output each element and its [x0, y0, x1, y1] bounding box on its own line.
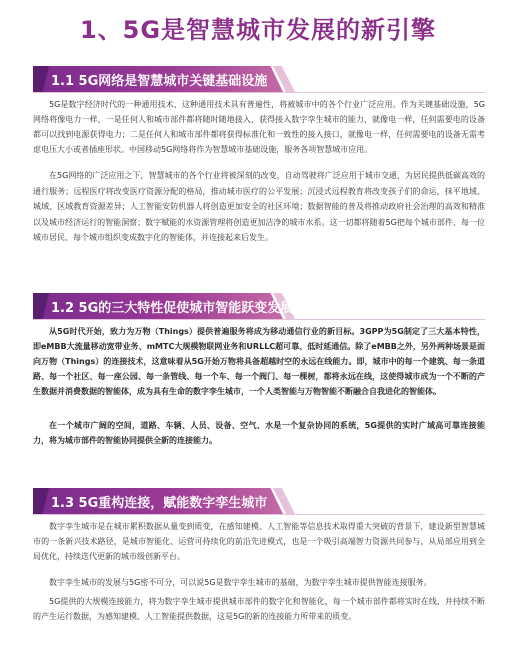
- section-heading-1-1: [33, 66, 333, 92]
- paragraph: 5G是数字经济时代的一种通用技术，这种通用技术具有普遍性，将被城市中的各个行业广泛应用。作为关键基础设施，5G网络将像电力一样，一是任何人和城市部件都将随时随地接入，获得接入数字孪生城市的能力，就像电一样，任何需要电的设备都可以找到电源获得电力；二是任何人和城市部件都将获得标准化和一致性的接入接口，就像电一样，任何需要电的设备无需考虑电压大小或者插座形状。中国移动5G网络将作为智慧城市基础设施，服务各项智慧城市应用。: [33, 100, 485, 154]
- divider: [33, 92, 485, 93]
- section-heading-1-3: [33, 488, 333, 514]
- section-heading-label: 1.2 5G的三大特性促使城市智能跃变发展: [51, 301, 294, 316]
- paragraph: 从5G时代开始，致力为万物（Things）提供普遍服务将成为移动通信行业的新目标。3GPP为5G制定了三大基本特性，即eMBB大流量移动宽带业务、mMTC大规模物联网业务和URLLC超可靠、低时延通信。除了eMBB之外，另外两种场景是面向万物（Things）的连接技术，这意味着从5G开始万物将具备超越时空的永远在线能力。即，城市中的每一个建筑、每一条道路、每一个社区、每一座公园、每一条管线、每一个车、每一个阀门、每一棵树，都将永远在线，这使得城市成为一个不断的产生数据并消费数据的智能体，成为具有生命的数字孪生城市，一个人类智能与万物智能不断融合自我进化的智能体。: [33, 327, 485, 396]
- paragraph: 数字孪生城市的发展与5G密不可分，可以说5G是数字孪生城市的基础，为数字孪生城市提供智能连接服务。: [49, 578, 432, 587]
- section-heading-label: 1.1 5G网络是智慧城市关键基础设施: [51, 74, 268, 89]
- paragraph: 在一个城市广阔的空间，道路、车辆、人员、设备、空气、水是一个复杂协同的系统，5G提供的实时广域高可靠连接能力，将为城市部件的智能协同提供全新的连接能力。: [33, 421, 485, 445]
- paragraph: 数字孪生城市是在城市累积数据从量变到质变，在感知建模、人工智能等信息技术取得重大突破的背景下，建设新型智慧城市的一条新兴技术路径，是城市智能化、运营可持续化的前沿先进模式，也是一个吸引高端智力资源共同参与，从局部应用到全局优化，持续迭代更新的城市级创新平台。: [33, 522, 485, 561]
- section-heading-label: 1.3 5G重构连接，赋能数字孪生城市: [51, 496, 268, 511]
- paragraph: 在5G网络的广泛应用之下，智慧城市的各个行业将被深刻的改变，自动驾驶将广泛应用于城市交通，为居民提供低碳高效的通行服务；远程医疗将改变医疗资源分配的格局，推动城市医疗的公平发展；沉浸式远程教育将改变孩子们的命运，抹平地域、城域、区域教育资源差异；人工智能安防机器人将创造更加安全的社区环境；数据智能的普及将推动政府社会治理的高效和精准以及城市经济运行的智能洞察；数字赋能的水资源管理将创造更加洁净的城市水系。这一切都将随着5G把每个城市部件、每一位城市居民、每个城市组织变成数字化的智能体，并连接起来后发生。: [33, 171, 485, 242]
- paragraph: 5G提供的大规模连接能力，将为数字孪生城市提供城市部件的数字化和智能化，每一个城市部件都将实时在线，并持续不断的产生运行数据，为感知建模、人工智能提供数据，这是5G的新的连接能力所带来的质变。: [33, 597, 485, 621]
- page-title: 1、5G是智慧城市发展的新引擎: [79, 16, 437, 44]
- divider: [33, 514, 485, 515]
- section-heading-1-2: [33, 293, 333, 319]
- divider: [33, 319, 485, 320]
